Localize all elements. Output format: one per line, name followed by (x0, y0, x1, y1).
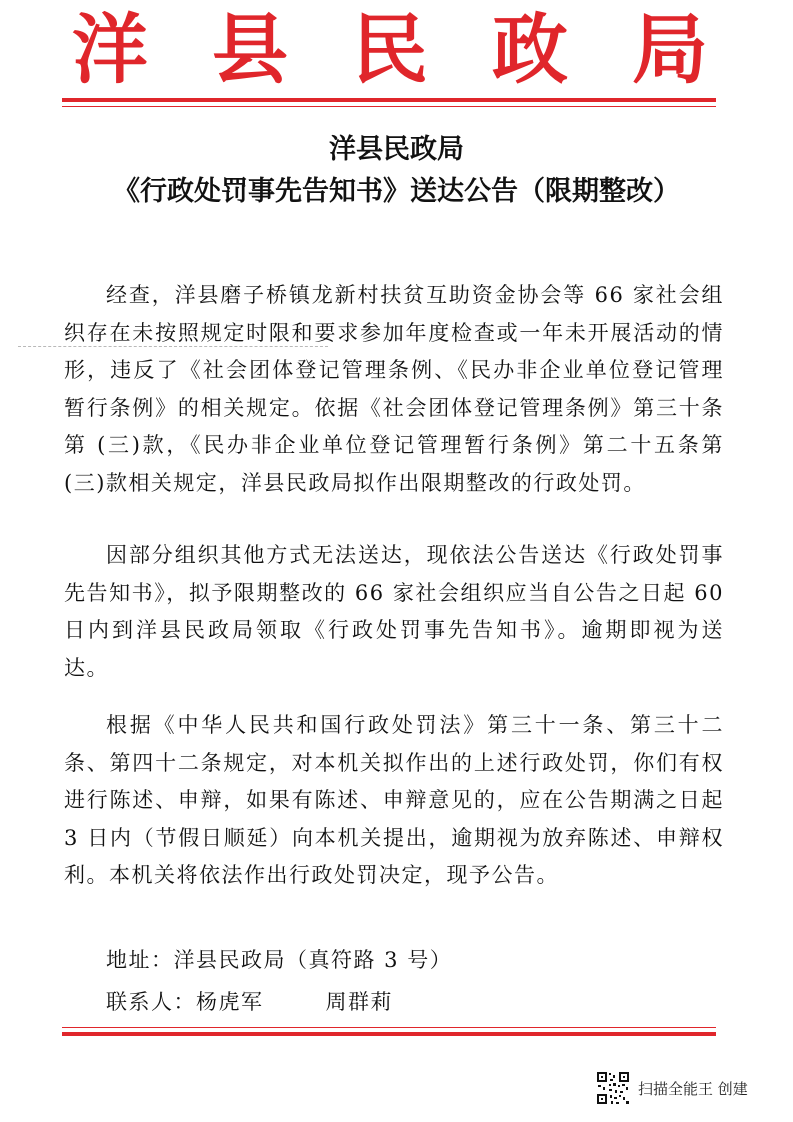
contact-address: 地址：洋县民政局（真符路 3 号） (106, 948, 453, 972)
letterhead-char: 政 (492, 5, 568, 94)
contact-person-secondary: 周群莉 (325, 990, 393, 1014)
letterhead-char: 民 (352, 5, 428, 94)
document-title: 《行政处罚事先告知书》送达公告（限期整改） (113, 176, 680, 207)
letterhead-rule-thick (62, 98, 716, 102)
letterhead (60, 6, 720, 94)
body-paragraph-delivery: 因部分组织其他方式无法送达，现依法公告送达《行政处罚事先告知书》，拟予限期整改的 66 家社会组织应当自公告之日起 60 日内到洋县民政局领取《行政处罚事先告知书》。逾期即视为送达。 (64, 543, 724, 680)
document-issuer-title: 洋县民政局 (329, 134, 464, 165)
watermark-text: 扫描全能王 创建 (638, 1079, 748, 1098)
letterhead-char: 局 (632, 5, 708, 94)
letterhead-rule-thin (62, 106, 716, 107)
scanner-watermark (596, 1071, 748, 1105)
contact-people (106, 984, 393, 1021)
qr-code-icon (596, 1071, 630, 1105)
footer-rule-thin (62, 1027, 716, 1028)
letterhead-char: 县 (212, 5, 288, 94)
footer-rule-thick (62, 1032, 716, 1036)
body-paragraph-rights: 根据《中华人民共和国行政处罚法》第三十一条、第三十二条、第四十二条规定，对本机关拟作出的上述行政处罚，你们有权进行陈述、申辩，如果有陈述、申辩意见的，应在公告期满之日起 3 日内（节假日顺延）向本机关提出，逾期视为放弃陈述、申辩权利。本机关将依法作出行政处罚决定，现予公告。 (64, 713, 724, 887)
body-paragraph-findings: 经查，洋县磨子桥镇龙新村扶贫互助资金协会等 66 家社会组织存在未按照规定时限和要求参加年度检查或一年未开展活动的情形，违反了《社会团体登记管理条例、《民办非企业单位登记管理暂行条例》的相关规定。依据《社会团体登记管理条例》第三十条第 (三)款，《民办非企业单位登记管理暂行条例》第二十五条第 (三)款相关规定，洋县民政局拟作出限期整改的行政处罚。 (64, 283, 724, 495)
contact-person-primary: 联系人：杨虎军 (106, 990, 264, 1014)
letterhead-char: 洋 (72, 5, 148, 94)
